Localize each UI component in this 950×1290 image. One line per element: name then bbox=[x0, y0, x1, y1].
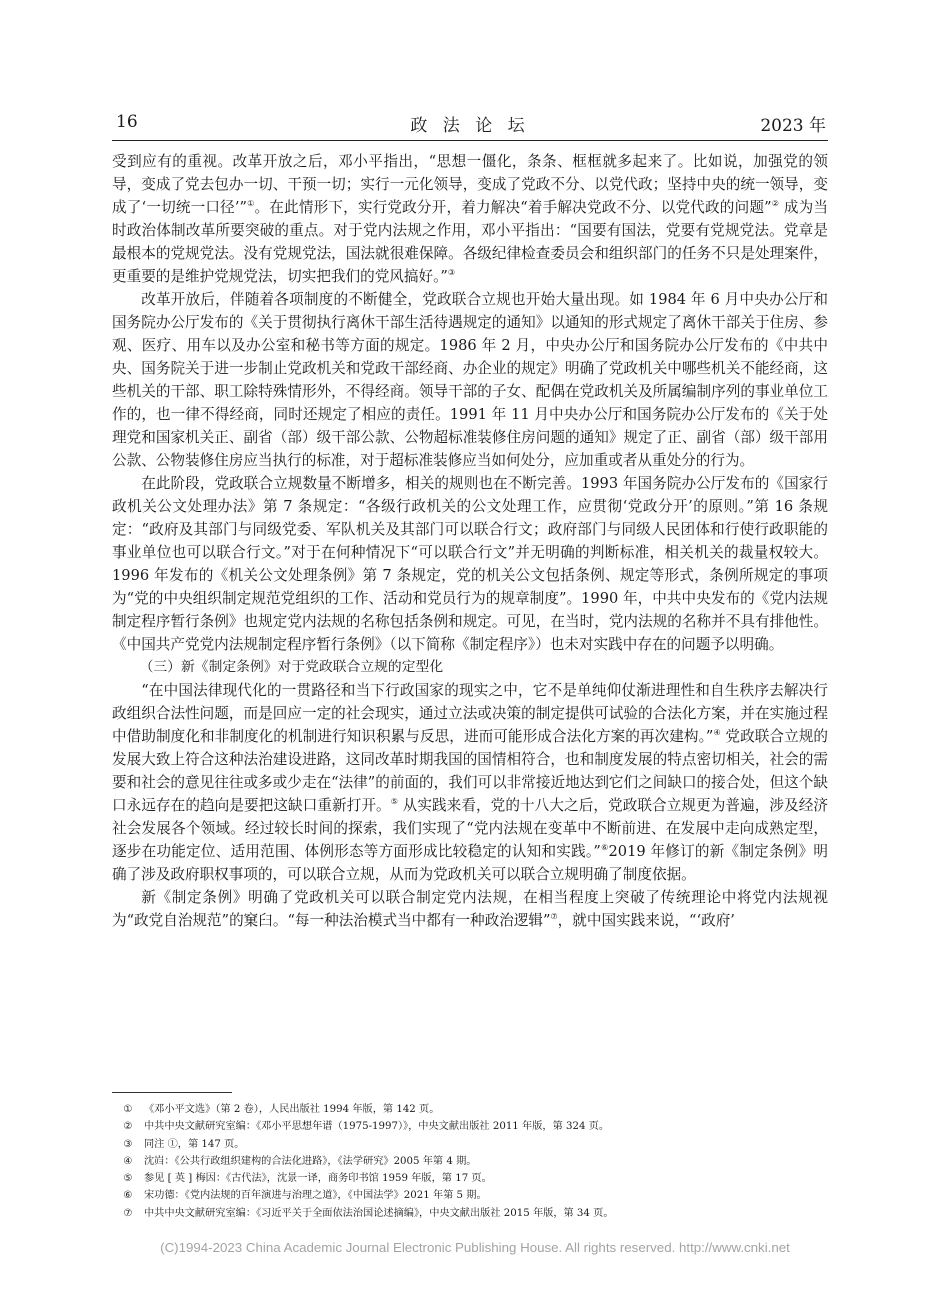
section-heading: （三）新《制定条例》对于党政联合立规的定型化 bbox=[139, 659, 444, 675]
footnote-mark: ⑤ bbox=[123, 1173, 133, 1185]
copyright-notice: (C)1994-2023 China Academic Journal Electronic Publishing House. All rights reserved. http://www.cnki.net bbox=[160, 1240, 790, 1255]
footnote-item: ④ 沈岿：《公共行政组织建构的合法化进路》，《法学研究》2005 年第 4 期。 bbox=[112, 1153, 828, 1170]
footnote-ref-3[interactable]: ③ bbox=[447, 268, 455, 277]
journal-title: 政 法 论 坛 bbox=[410, 116, 530, 136]
footnote-item: ⑥ 宋功德：《党内法规的百年演进与治理之道》，《中国法学》2021 年第 5 期。 bbox=[112, 1187, 828, 1204]
footnote-mark: ① bbox=[123, 1104, 133, 1115]
footnote-item: ⑦ 中共中央文献研究室编：《习近平关于全面依法治国论述摘编》，中央文献出版社 2015 年版，第 34 页。 bbox=[112, 1205, 828, 1222]
paragraph-1: 受到应有的重视。改革开放之后，邓小平指出，“思想一僵化，条条、框框就多起来了。比如说，加强党的领导，变成了党去包办一切、干预一切；实行一元化领导，变成了党政不分、以党代政；坚持中央的统一领导，变成了‘一切统一口径’”①。在此情形下，实行党政分开，着力解决“着手解决党政不分、以党代政的问题”② 成为当时政治体制改革所要突破的重点。对于党内法规之作用，邓小平指出：“国要有国法，党要有党规党法。党章是最根本的党规党法。没有党规党法，国法就很难保障。各级纪律检查委员会和组织部门的任务不只是处理案件，更重要的是维护党规党法，切实把我们的党风搞好。”③ bbox=[112, 153, 829, 285]
paragraph-5: 新《制定条例》明确了党政机关可以联合制定党内法规，在相当程度上突破了传统理论中将党内法规视为“政党自治规范”的窠臼。“每一种法治模式当中都有一种政治逻辑”⑦，就中国实践来说，“‘政府’ bbox=[112, 889, 828, 929]
article-body bbox=[112, 150, 828, 932]
footnote-ref-4[interactable]: ④ bbox=[713, 728, 721, 737]
footnote-ref-5[interactable]: ⑤ bbox=[390, 797, 398, 806]
footnote-mark: ⑦ bbox=[123, 1207, 133, 1219]
footnote-mark: ④ bbox=[123, 1155, 133, 1167]
publication-year: 2023 年 bbox=[760, 116, 826, 136]
paragraph-3: 在此阶段，党政联合立规数量不断增多，相关的规则也在不断完善。1993 年国务院办公厅发布的《国家行政机关公文处理办法》第 7 条规定：“各级行政机关的公文处理工作，应贯彻‘党政分开’的原则。”第 16 条规定：“政府及其部门与同级党委、军队机关及其部门可以联合行文；政府部门与同级人民团体和行使行政职能的事业单位也可以联合行文。”对于在何种情况下“可以联合行文”并无明确的判断标准，相关机关的裁量权较大。1996 年发布的《机关公文处理条例》第 7 条规定，党的机关公文包括条例、规定等形式，条例所规定的事项为“党的中央组织制定规范党组织的工作、活动和党员行为的规章制度”。1990 年，中共中央发布的《党内法规制定程序暂行条例》也规定党内法规的名称包括条例和规定。可见，在当时，党内法规的名称并不具有排他性。《中国共产党党内法规制定程序暂行条例》（以下简称《制定程序》）也未对实践中存在的问题予以明确。 bbox=[112, 475, 828, 653]
footnote-item: ⑤ 参见 [ 英 ] 梅因：《古代法》，沈景一译，商务印书馆 1959 年版，第 17 页。 bbox=[112, 1170, 828, 1187]
page-number: 16 bbox=[116, 112, 138, 132]
footnotes bbox=[112, 1101, 828, 1222]
footnote-item: ② 中共中央文献研究室编：《邓小平思想年谱（1975-1997）》，中央文献出版社 2011 年版，第 324 页。 bbox=[112, 1118, 828, 1135]
paragraph-2: 改革开放后，伴随着各项制度的不断健全，党政联合立规也开始大量出现。如 1984 年 6 月中央办公厅和国务院办公厅发布的《关于贯彻执行离休干部生活待遇规定的通知》以通知的形式规定了离休干部关于住房、参观、医疗、用车以及办公室和秘书等方面的规定。1986 年 2 月，中央办公厅和国务院办公厅发布的《中共中央、国务院关于进一步制止党政机关和党政干部经商、办企业的规定》明确了党政机关中哪些机关不能经商，这些机关的干部、职工除特殊情形外，不得经商。领导干部的子女、配偶在党政机关及所属编制序列的事业单位工作的，也一律不得经商，同时还规定了相应的责任。1991 年 11 月中央办公厅和国务院办公厅发布的《关于处理党和国家机关正、副省（部）级干部公款、公物超标准装修住房问题的通知》规定了正、副省（部）级干部用公款、公物装修住房应当执行的标准，对于超标准装修应当如何处分，应加重或者从重处分的行为。 bbox=[112, 291, 828, 469]
footnote-mark: ⑥ bbox=[123, 1190, 133, 1202]
running-header bbox=[112, 106, 828, 141]
footnote-mark: ③ bbox=[123, 1138, 133, 1150]
footnote-separator bbox=[112, 1092, 232, 1093]
footnote-item: ① 《邓小平文选》（第 2 卷），人民出版社 1994 年版，第 142 页。 bbox=[112, 1101, 828, 1118]
footnote-mark: ② bbox=[123, 1121, 133, 1133]
footnote-ref-2[interactable]: ② bbox=[771, 199, 780, 208]
footnote-item: ③ 同注 ①，第 147 页。 bbox=[112, 1136, 828, 1153]
footnote-ref-1[interactable]: ① bbox=[247, 199, 255, 208]
footnote-ref-6[interactable]: ⑥ bbox=[600, 843, 609, 852]
footnote-ref-7[interactable]: ⑦ bbox=[550, 912, 558, 921]
paragraph-4: “在中国法律现代化的一贯路径和当下行政国家的现实之中，它不是单纯仰仗渐进理性和自生秩序去解决行政组织合法性问题，而是回应一定的社会现实，通过立法或决策的制定提供可试验的合法化方案，并在实施过程中借助制度化和非制度化的机制进行知识积累与反思，进而可能形成合法化方案的再次建构。”④ 党政联合立规的发展大致上符合这种法治建设进路，这同改革时期我国的国情相符合，也和制度发展的特点密切相关，社会的需要和社会的意见往往或多或少走在“法律”的前面的，我们可以非常接近地达到它们之间缺口的接合处，但这个缺口永远存在的趋向是要把这缺口重新打开。⑤ 从实践来看，党的十八大之后，党政联合立规更为普遍，涉及经济社会发展各个领域。经过较长时间的探索，我们实现了“党内法规在变革中不断前进、在发展中走向成熟定型，逐步在功能定位、适用范围、体例形态等方面形成比较稳定的认知和实践。”⑥2019 年修订的新《制定条例》明确了涉及政府职权事项的，可以联合立规，从而为党政机关可以联合立规明确了制度依据。 bbox=[112, 682, 829, 883]
